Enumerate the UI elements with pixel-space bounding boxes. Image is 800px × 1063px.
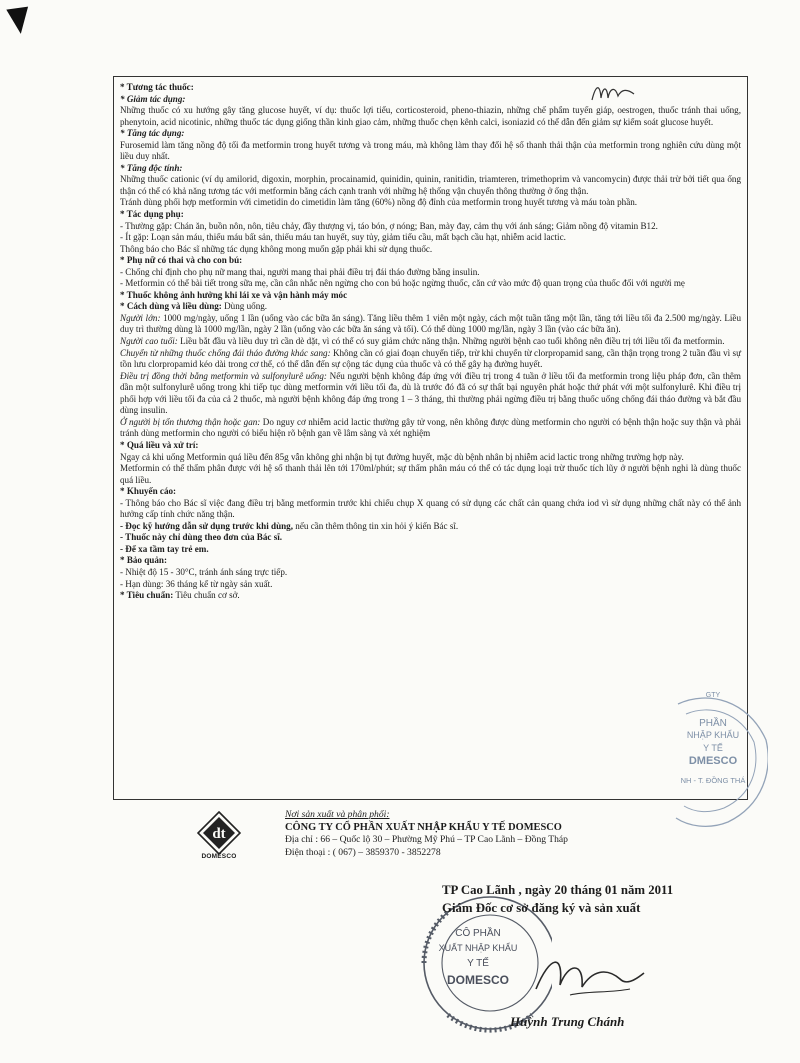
paragraph: - Ít gặp: Loạn sản máu, thiếu máu bất sản, thiếu máu tan huyết, suy tủy, giảm tiểu cầu, mất bạch cầu hạt, nhiễm acid lactic. <box>120 232 566 243</box>
stamp-line-6: NH - T. ĐỒNG THÁ <box>680 776 746 785</box>
section-heading: * Tác dụng phụ: <box>120 209 184 220</box>
handwritten-signature <box>530 945 650 1005</box>
inline-label: * Cách dùng và liều dùng: <box>120 301 222 312</box>
stamp-line-4: Y TẾ <box>703 743 723 753</box>
inline-text: nếu cần thêm thông tin xin hỏi ý kiến Bác sĩ. <box>293 520 459 531</box>
paragraph <box>120 417 741 440</box>
company-phone: Điện thoại : ( 067) – 3859370 - 3852278 <box>285 846 441 858</box>
faint-round-stamp <box>668 690 768 830</box>
section-subheading: * Giảm tác dụng: <box>120 93 186 104</box>
stamp-line-5: DMESCO <box>688 755 738 767</box>
paragraph <box>120 336 741 348</box>
seal-line-3: Y TẾ <box>467 958 489 969</box>
inline-text: Do nguy cơ nhiễm acid lactic thường gây tử vong, nên không được dùng metformin cho người có bệnh thận hoặc suy thận và phải tránh dùng metformin cho người có biểu hiện rõ bệnh gan về lâm sàng và xét nghiệm <box>120 416 741 439</box>
section-heading: * Phụ nữ có thai và cho con bú: <box>120 255 243 266</box>
paragraph <box>120 371 741 417</box>
paragraph: - Chống chỉ định cho phụ nữ mang thai, người mang thai phải điều trị đái tháo đường bằng insulin. <box>120 266 480 277</box>
logo-caption: DOMESCO <box>201 853 237 860</box>
paragraph <box>120 348 741 371</box>
section-subheading: * Tăng độc tính: <box>120 162 183 173</box>
company-address: Địa chỉ : 66 – Quốc lộ 30 – Phường Mỹ Phú – TP Cao Lãnh – Đồng Tháp <box>285 834 568 845</box>
inline-label: Người lớn: <box>120 312 161 323</box>
paragraph <box>120 521 741 533</box>
paragraph: Những thuốc có xu hướng gây tăng glucose huyết, ví dụ: thuốc lợi tiểu, corticosteroid, pheno-thiazin, những chế phẩm tuyến giáp, oestrogen, thuốc tránh thai uống, phenytoin, acid nicotinic, những thuốc tác dụng giống thần kinh giao cảm, những thuốc chẹn kênh calci, isoniazid có thể dẫn đến giảm sự kiểm soát glucose huyết. <box>120 105 741 127</box>
inline-text: Dùng uống. <box>221 301 268 312</box>
inline-text: Không cần có giai đoạn chuyển tiếp, trừ khi chuyển từ clorpropamid sang, cần thận trọng trong 2 tuần đầu vì sự tồn lưu clorpropamid kéo dài trong cơ thể, có thể dẫn đến sự cộng tác dụng của thuốc và có thể gây hạ đường huyết. <box>120 347 741 370</box>
company-name: CÔNG TY CỔ PHẦN XUẤT NHẬP KHẨU Y TẾ DOMESCO <box>285 821 562 833</box>
inline-label: Người cao tuổi: <box>120 336 178 347</box>
paragraph: Furosemid làm tăng nồng độ tối đa metformin trong huyết tương và trong máu, mà không làm thay đổi hệ số thanh thải thận của metformin trong nghiên cứu dùng một liều duy nhất. <box>120 139 741 162</box>
section-subheading: * Tăng tác dụng: <box>120 128 185 139</box>
section-heading: * Thuốc không ảnh hưởng khi lái xe và vận hành máy móc <box>120 289 348 300</box>
inline-label: Chuyển từ những thuốc chống đái tháo đường khác sang: <box>120 347 331 358</box>
paragraph <box>120 313 741 336</box>
paragraph: Tránh dùng phối hợp metformin với cimetidin do cimetidin làm tăng (60%) nồng độ đỉnh của metformin trong huyết tương và máu toàn phần. <box>120 197 638 208</box>
section-heading: * Bảo quản: <box>120 555 168 566</box>
paragraph: - Metformin có thể bài tiết trong sữa mẹ, cần cân nhắc nên ngừng cho con bú hoặc ngừng thuốc, căn cứ vào mức độ quan trọng của thuốc đối với người mẹ <box>120 278 685 289</box>
inline-text: Nếu người bệnh không đáp ứng với điều trị trong 4 tuần ở liều tối đa metformin trong liệu pháp đơn, cần thêm dần một sulfonylurê uống trong khi tiếp tục dùng metformin với liều tối đa, dù là trước đó đã có sự thất bại nguyên phát hoặc thứ phát với một sulfonylurê. Khi điều trị phối hợp với liều tối đa của cả 2 thuốc, mà người bệnh không đáp ứng trong 1 – 3 tháng, thì thường phải ngừng điều trị bằng thuốc uống chống đái tháo đường và bắt đầu dùng insulin. <box>120 370 741 416</box>
inline-label: * Tiêu chuẩn: <box>120 590 174 601</box>
paragraph: - Thường gặp: Chán ăn, buồn nôn, nôn, tiêu chảy, đầy thượng vị, táo bón, ợ nóng; Ban, mày đay, cảm thụ với ánh sáng; Giảm nồng độ vitamin B12. <box>120 220 658 231</box>
section-heading: * Khuyến cáo: <box>120 486 177 497</box>
paragraph: Thông báo cho Bác sĩ những tác dụng không mong muốn gặp phải khi sử dụng thuốc. <box>120 243 433 254</box>
inline-label: - Đọc kỹ hướng dẫn sử dụng trước khi dùng, <box>120 520 294 531</box>
paragraph: Metformin có thể thẩm phân được với hệ số thanh thải lên tới 170ml/phút; sự thẩm phân máu có thể có tác dụng loại trừ thuốc tích lũy ở người bệnh nghi là dùng thuốc quá liều. <box>120 463 741 485</box>
stamp-line-1: GTY <box>705 692 721 699</box>
seal-line-4: DOMESCO <box>446 973 509 987</box>
paragraph <box>120 301 741 313</box>
svg-text:dt: dt <box>212 826 226 842</box>
paragraph: - Hạn dùng: 36 tháng kể từ ngày sản xuất. <box>120 578 273 589</box>
initials-scribble <box>588 80 640 106</box>
paragraph: - Nhiệt độ 15 - 30°C, tránh ánh sáng trực tiếp. <box>120 566 288 577</box>
inline-text: Tiêu chuẩn cơ sở. <box>173 590 240 601</box>
corner-punch-mark <box>6 7 31 36</box>
section-heading: * Quá liều và xử trí: <box>120 439 199 450</box>
manufacturer-footer <box>113 803 748 861</box>
paragraph: Ngay cả khi uống Metformin quá liều đến 85g vẫn không ghi nhận bị tụt đường huyết, mặc dù bệnh nhân bị nhiễm acid lactic trong những trường hợp này. <box>120 451 684 462</box>
paragraph: - Thông báo cho Bác sĩ việc đang điều trị bằng metformin trước khi chiếu chụp X quang có sử dụng các chất cản quang chứa iod vì sử dụng những chất này có thể ảnh hưởng cấp tính chức năng thận. <box>120 497 741 520</box>
signature-block <box>380 883 780 1063</box>
stamp-line-3: NHẬP KHẨU <box>686 730 740 740</box>
inline-text: Liều bắt đầu và liều duy trì cần dè dặt, vì có thể có suy giảm chức năng thận. Những người bệnh cao tuổi không nên điều trị tới liều tối đa metformin. <box>177 336 725 347</box>
stamp-line-2: PHẦN <box>699 718 727 729</box>
inline-text: 1000 mg/ngày, uống 1 lần (uống vào các bữa ăn sáng). Tăng liều thêm 1 viên một ngày, cách một tuần tăng một lần, tăng tới liều tối đa 2.500 mg/ngày. Liều duy trì thường dùng là 1000 mg/lần, ngày 2 lần (uống vào các bữa ăn sáng và tối). Có thể dùng 1000 mg/lần, ngày 3 lần (vào các bữa ăn). <box>120 312 741 335</box>
seal-line-1: CÔ PHẦN <box>455 928 501 939</box>
paragraph: Những thuốc cationic (ví dụ amilorid, digoxin, morphin, procainamid, quinidin, quinin, ranitidin, triamteren, trimethoprim và vancomycin) được thải trừ bởi tiết qua ống thận có thể có khả năng tương tác với metformin bằng cách cạnh tranh với những hệ thống vận chuyển thông thường ở ống thận. <box>120 174 741 196</box>
inline-label: Điều trị đồng thời bằng metformin và sulfonylurê uống: <box>120 370 327 381</box>
inline-label: Ở người bị tổn thương thận hoặc gan: <box>120 416 261 427</box>
seal-line-2: XUẤT NHẬP KHẨU <box>438 943 518 953</box>
signer-name: Huỳnh Trung Chánh <box>510 1014 625 1029</box>
domesco-logo <box>197 811 241 855</box>
manufacturer-label: Nơi sản xuất và phân phối: <box>285 809 390 820</box>
section-heading: - Thuốc này chỉ dùng theo đơn của Bác sĩ. <box>120 532 283 543</box>
section-heading: * Tương tác thuốc: <box>120 82 194 92</box>
leaflet-text-box <box>113 76 748 800</box>
section-heading: - Để xa tầm tay trẻ em. <box>120 543 209 554</box>
signature-date: TP Cao Lãnh , ngày 20 tháng 01 năm 2011 <box>442 883 674 897</box>
paragraph <box>120 590 741 602</box>
signature-title: Giám Đốc cơ sở đăng ký và sản xuất <box>442 901 641 915</box>
